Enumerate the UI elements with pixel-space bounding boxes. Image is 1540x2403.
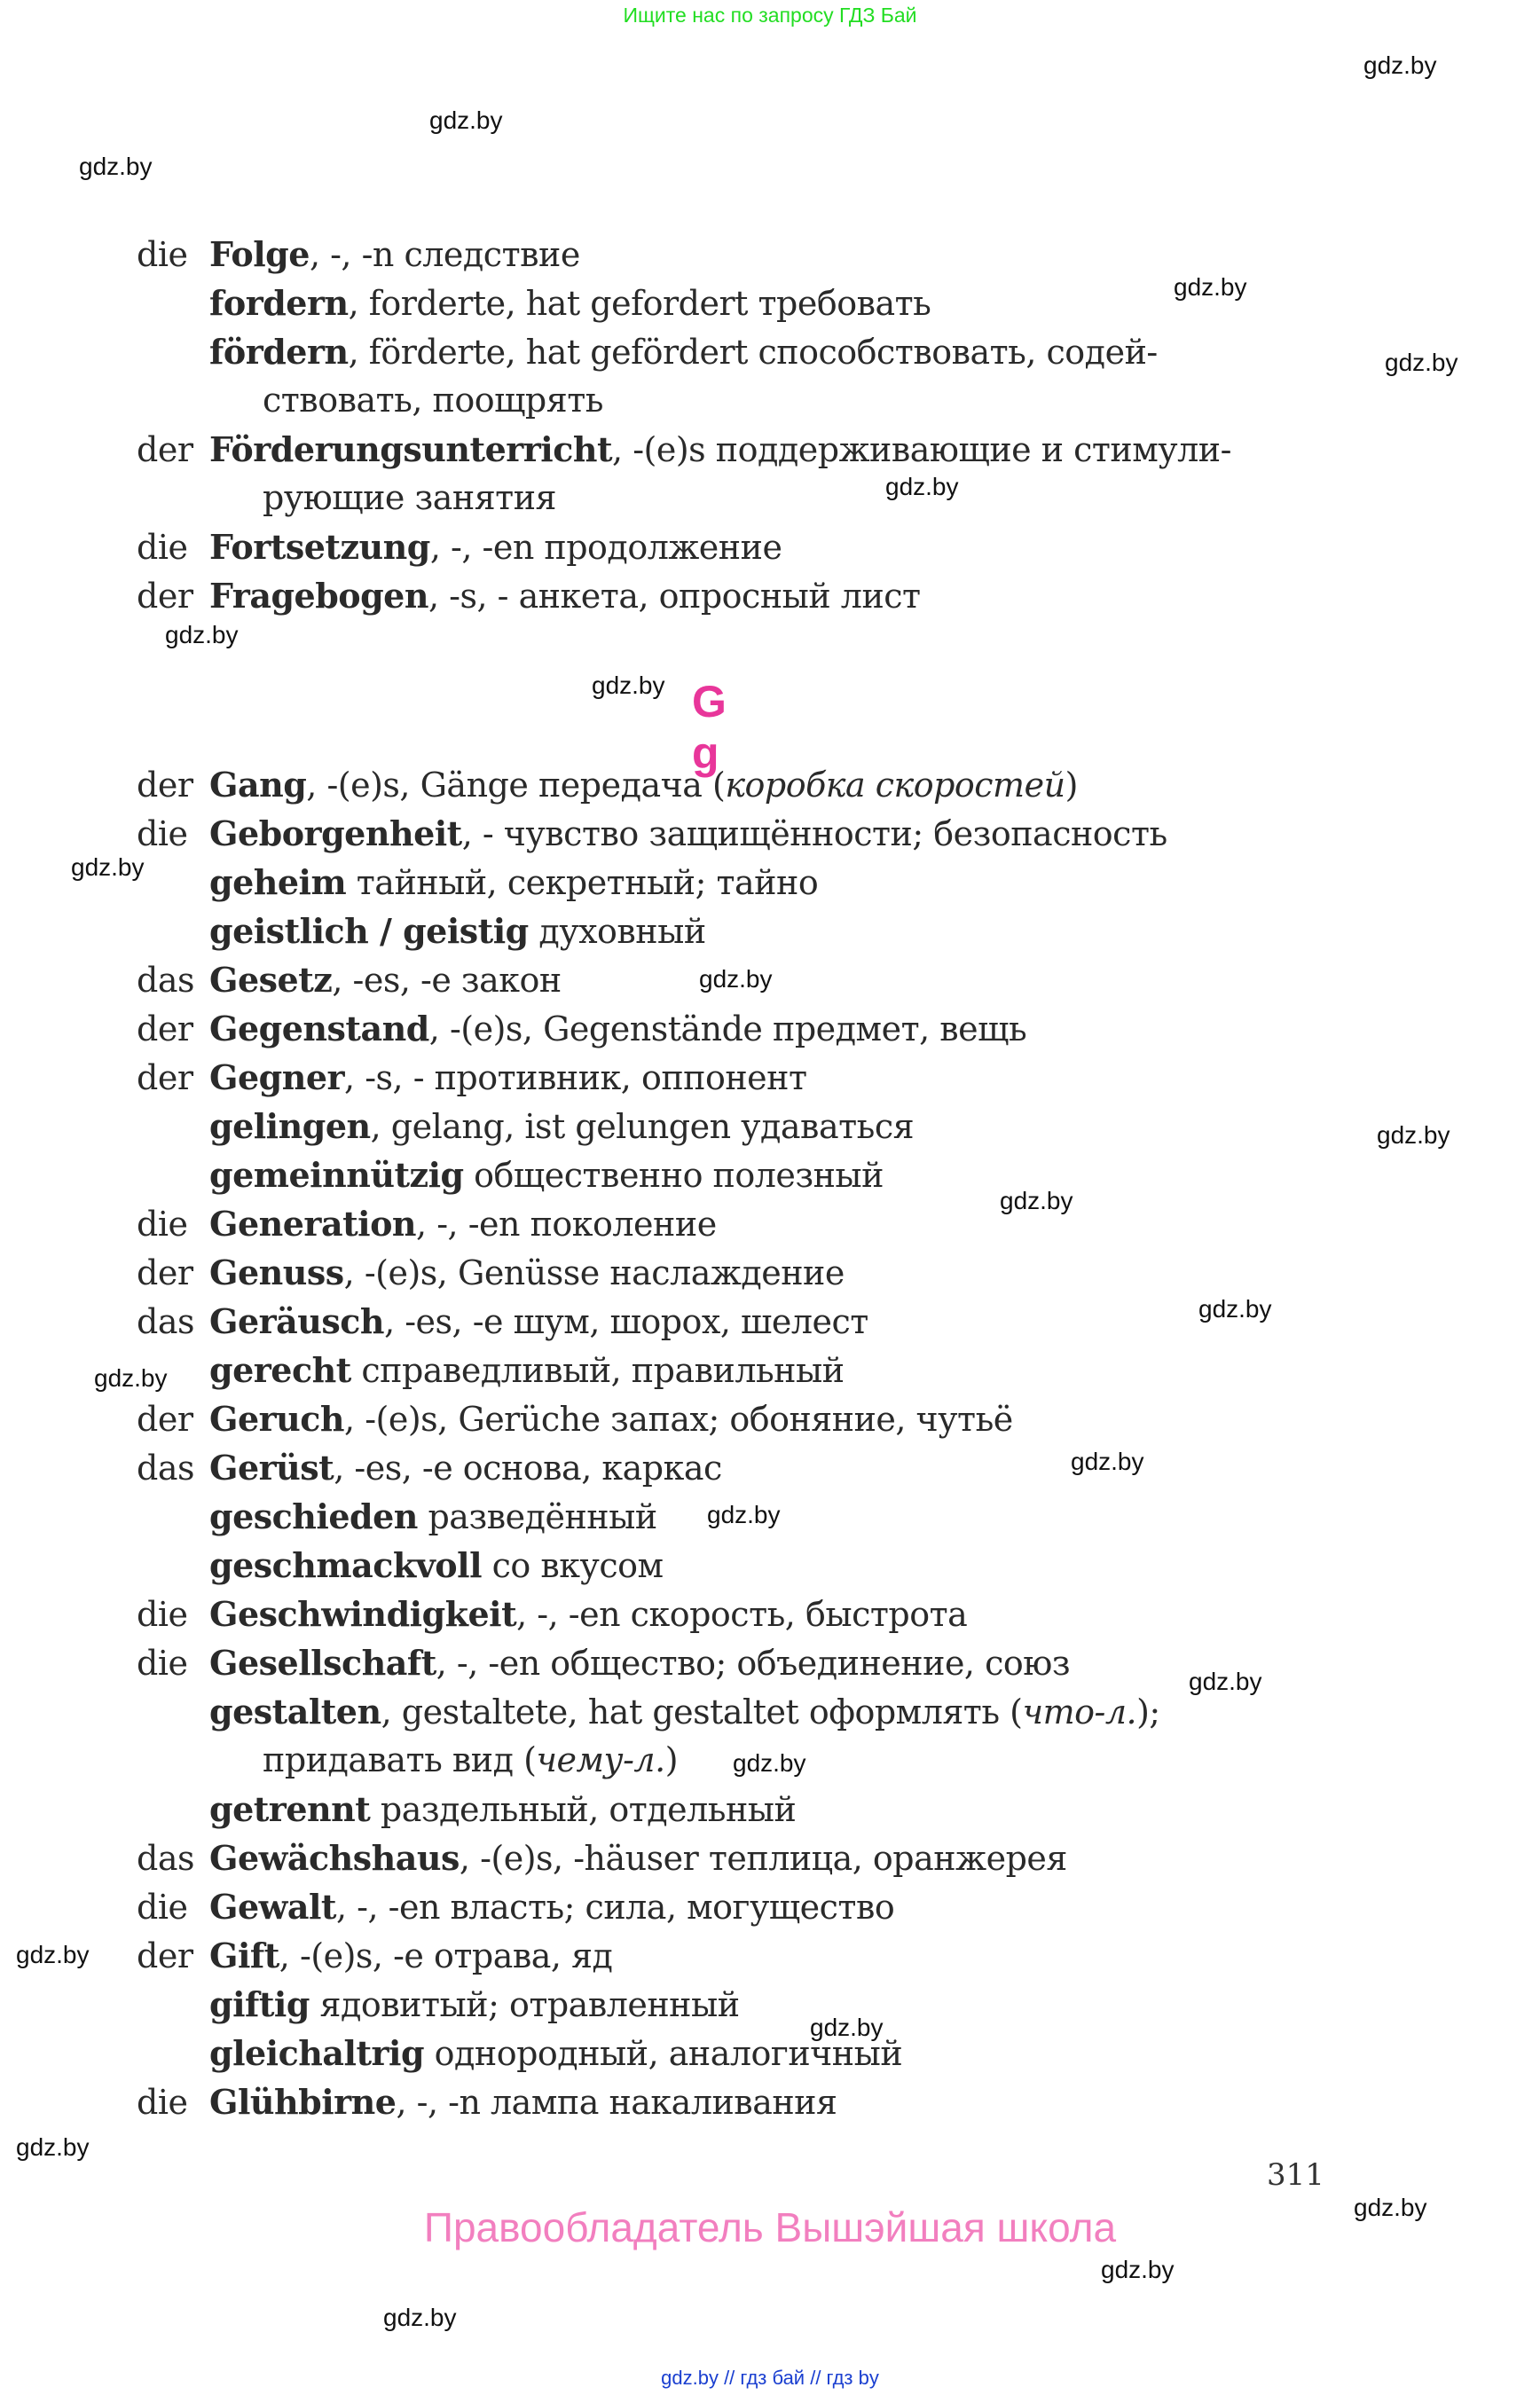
entry: die Generation, -, -en поколение xyxy=(137,1204,717,1244)
entry: die Fortsetzung, -, -en продолжение xyxy=(137,527,782,567)
entry: fordern, forderte, hat gefordert требовать xyxy=(209,283,931,323)
entry: der Genuss, -(e)s, Genüsse наслаждение xyxy=(137,1253,845,1292)
watermark: gdz.by xyxy=(79,153,153,180)
watermark: gdz.by xyxy=(810,2014,884,2041)
entry: die Glühbirne, -, -n лампа накаливания xyxy=(137,2082,837,2122)
entry: geschieden разведённый xyxy=(209,1496,657,1536)
entry: getrennt раздельный, отдельный xyxy=(209,1789,797,1829)
entry: das Gesetz, -es, -e закон xyxy=(137,960,562,1000)
entry: geistlich / geistig духовный xyxy=(209,911,706,951)
watermark: gdz.by xyxy=(383,2304,457,2331)
watermark: gdz.by xyxy=(1174,273,1247,301)
watermark: gdz.by xyxy=(1363,51,1437,79)
top-banner: Ищите нас по запросу ГДЗ Бай xyxy=(623,4,917,27)
watermark: gdz.by xyxy=(16,2133,90,2161)
entry-continuation: рующие занятия xyxy=(263,478,556,517)
watermark: gdz.by xyxy=(1354,2194,1427,2221)
watermark: gdz.by xyxy=(592,671,665,699)
watermark: gdz.by xyxy=(699,965,773,993)
entry: der Geruch, -(e)s, Gerüche запах; обоняние, чутьё xyxy=(137,1399,1013,1439)
entry: der Fragebogen, -s, - анкета, опросный лист xyxy=(137,576,921,616)
entry: gerecht справедливый, правильный xyxy=(209,1350,845,1390)
entry: der Gegner, -s, - противник, оппонент xyxy=(137,1057,807,1097)
watermark: gdz.by xyxy=(733,1749,806,1777)
entry: die Folge, -, -n следствие xyxy=(137,234,580,274)
watermark: gdz.by xyxy=(1071,1448,1144,1475)
watermark: gdz.by xyxy=(1101,2256,1175,2283)
watermark: gdz.by xyxy=(707,1501,781,1528)
watermark: gdz.by xyxy=(1377,1121,1450,1149)
entry: der Gang, -(e)s, Gänge передача (коробка скоростей) xyxy=(137,765,1078,805)
entry: gestalten, gestaltete, hat gestaltet оформлять (что-л.); xyxy=(209,1692,1160,1732)
entry: geheim тайный, секретный; тайно xyxy=(209,862,819,902)
entry: das Gewächshaus, -(e)s, -häuser теплица, оранжерея xyxy=(137,1838,1067,1878)
entry: geschmackvoll со вкусом xyxy=(209,1545,664,1585)
entry: fördern, förderte, hat gefördert способствовать, содей- xyxy=(209,332,1158,372)
entry-continuation: придавать вид (чему-л.) xyxy=(263,1740,679,1779)
watermark: gdz.by xyxy=(94,1364,168,1392)
entry: der Gegenstand, -(e)s, Gegenstände предмет, вещь xyxy=(137,1009,1027,1048)
entry: die Geschwindigkeit, -, -en скорость, быстрота xyxy=(137,1594,968,1634)
footer-links[interactable]: gdz.by // гдз бай // гдз by xyxy=(661,2367,879,2389)
entry-continuation: ствовать, поощрять xyxy=(263,381,603,420)
watermark: gdz.by xyxy=(165,621,239,648)
entry: die Gesellschaft, -, -en общество; объединение, союз xyxy=(137,1643,1071,1683)
entry: der Förderungsunterricht, -(e)s поддерживающие и стимули- xyxy=(137,429,1231,469)
watermark: gdz.by xyxy=(1198,1295,1272,1323)
entry: gleichaltrig однородный, аналогичный xyxy=(209,2033,903,2073)
watermark: gdz.by xyxy=(1000,1187,1073,1214)
entry: gelingen, gelang, ist gelungen удаваться xyxy=(209,1106,915,1146)
watermark: gdz.by xyxy=(429,106,503,134)
watermark: gdz.by xyxy=(1385,349,1458,376)
entry: die Gewalt, -, -en власть; сила, могущество xyxy=(137,1887,895,1927)
entry: giftig ядовитый; отравленный xyxy=(209,1984,740,2024)
entry: gemeinnützig общественно полезный xyxy=(209,1155,884,1195)
page-number: 311 xyxy=(1267,2157,1324,2193)
entry: das Gerüst, -es, -e основа, каркас xyxy=(137,1448,722,1488)
watermark: gdz.by xyxy=(1189,1668,1262,1695)
watermark: gdz.by xyxy=(16,1941,90,1968)
watermark: gdz.by xyxy=(885,473,959,500)
copyright-owner: Правообладатель Вышэйшая школа xyxy=(423,2204,1117,2250)
entry: das Geräusch, -es, -e шум, шорох, шелест xyxy=(137,1301,868,1341)
entry: die Geborgenheit, - чувство защищённости; безопасность xyxy=(137,813,1167,853)
entry: der Gift, -(e)s, -e отрава, яд xyxy=(137,1936,613,1975)
section-heading: G g xyxy=(692,677,727,778)
watermark: gdz.by xyxy=(71,853,145,881)
